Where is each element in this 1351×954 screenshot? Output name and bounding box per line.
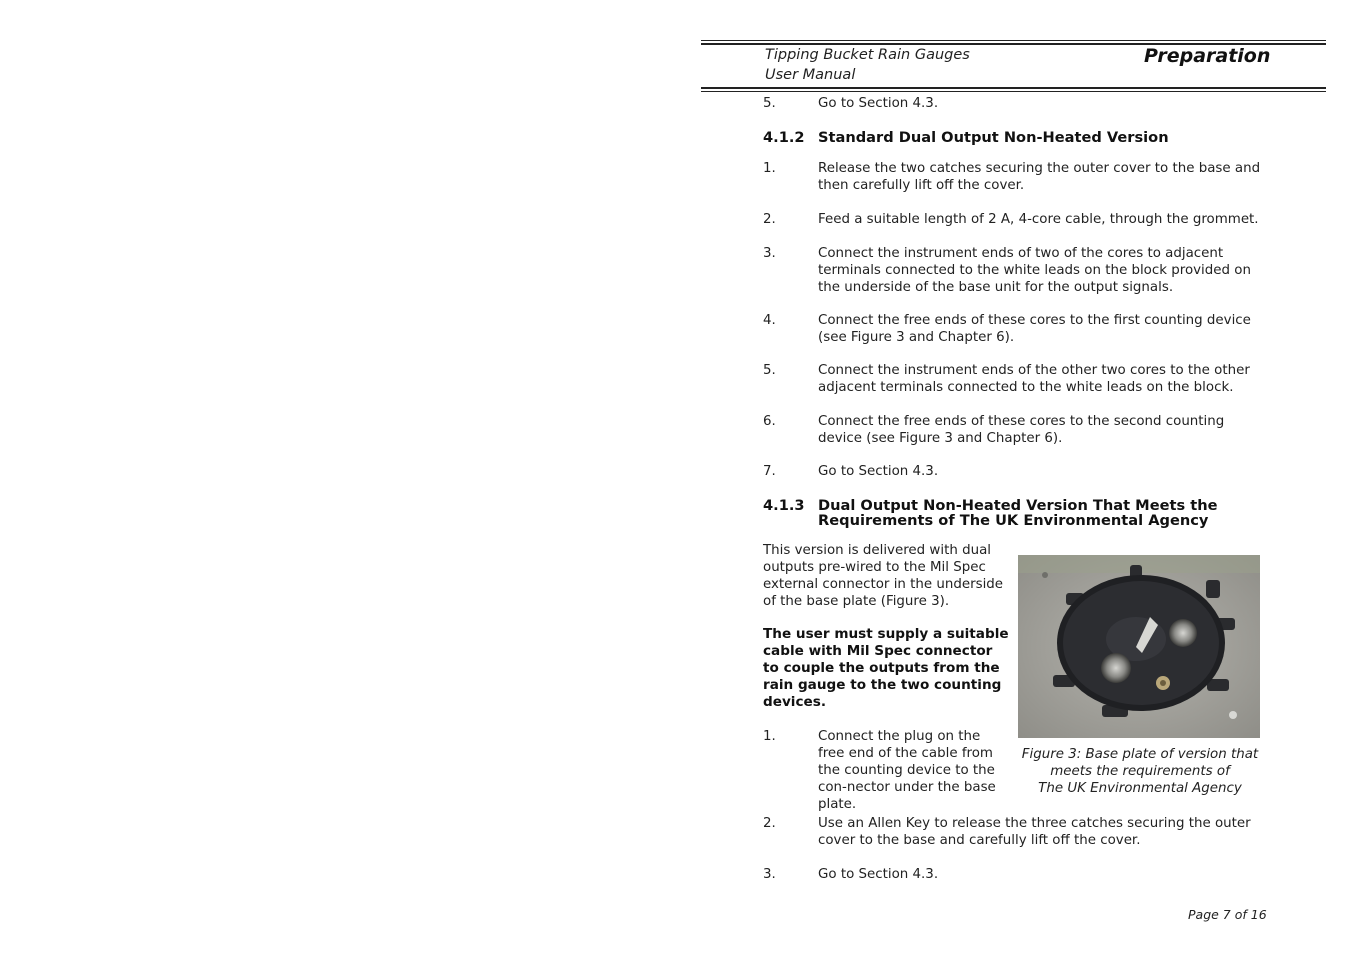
step-number: 7. — [763, 464, 776, 479]
figure-caption-line3: The UK Environmental Agency — [1038, 781, 1242, 796]
step-number: 1. — [763, 729, 776, 744]
step-number: 1. — [763, 161, 776, 176]
header-bottom-rule — [701, 91, 1326, 92]
step-text: Connect the instrument ends of the other two cores to the other adjacent terminals connected to the white leads on the block. — [818, 363, 1250, 395]
base-plate-photo — [1018, 555, 1260, 738]
section-heading: Preparation — [1144, 45, 1271, 67]
step-text: Go to Section 4.3. — [818, 867, 939, 882]
step-number: 2. — [763, 816, 776, 831]
step-text: Connect the free ends of these cores to the second counting device (see Figure 3 and Chapter 6). — [818, 414, 1225, 446]
step-text: Go to Section 4.3. — [818, 464, 939, 479]
step-number: 4. — [763, 313, 776, 328]
base-plate-image — [1018, 555, 1260, 738]
figure-caption-line1: Figure 3: Base plate of version that — [1021, 747, 1259, 762]
step-text: Connect the plug on the free end of the cable from the counting device to the con-nector under the base plate. — [818, 729, 996, 812]
step-text: Connect the instrument ends of two of the cores to adjacent terminals connected to the white leads on the block provided on the underside of the base unit for the output signals. — [818, 246, 1251, 295]
step-text: Connect the free ends of these cores to the first counting device (see Figure 3 and Chapter 6). — [818, 313, 1251, 345]
page-number: Page 7 of 16 — [1188, 907, 1267, 922]
section-number: 4.1.2 — [763, 129, 805, 146]
cable-warning: The user must supply a suitable cable with Mil Spec connector to couple the outputs from the rain gauge to the two counting devices. — [763, 626, 1009, 710]
step-number: 3. — [763, 867, 776, 882]
section-title: Dual Output Non-Heated Version That Meets the Requirements of The UK Environmental Agency — [818, 497, 1218, 529]
step-text: Feed a suitable length of 2 A, 4-core cable, through the grommet. — [818, 212, 1259, 227]
figure-caption-line2: meets the requirements of — [1050, 764, 1230, 779]
section-number: 4.1.3 — [763, 497, 805, 514]
step-number: 5. — [763, 363, 776, 378]
step-number: 2. — [763, 212, 776, 227]
figure-caption — [1018, 746, 1262, 797]
header-top-rule — [701, 40, 1326, 41]
step-text: Use an Allen Key to release the three catches securing the outer cover to the base and carefully lift off the cover. — [818, 816, 1251, 848]
step-number: 3. — [763, 246, 776, 261]
manual-title-line2: User Manual — [765, 67, 856, 83]
step-text: Go to Section 4.3. — [818, 96, 939, 111]
step-number: 5. — [763, 96, 776, 111]
manual-title — [765, 45, 970, 85]
step-text: Release the two catches securing the outer cover to the base and then carefully lift off the cover. — [818, 161, 1261, 193]
manual-title-line1: Tipping Bucket Rain Gauges — [765, 47, 970, 63]
step-number: 6. — [763, 414, 776, 429]
section-title: Standard Dual Output Non-Heated Version — [818, 129, 1169, 146]
header-bottom-rule-thick — [701, 87, 1326, 89]
version-description: This version is delivered with dual outputs pre-wired to the Mil Spec external connector in the underside of the base plate (Figure 3). — [763, 543, 1004, 609]
